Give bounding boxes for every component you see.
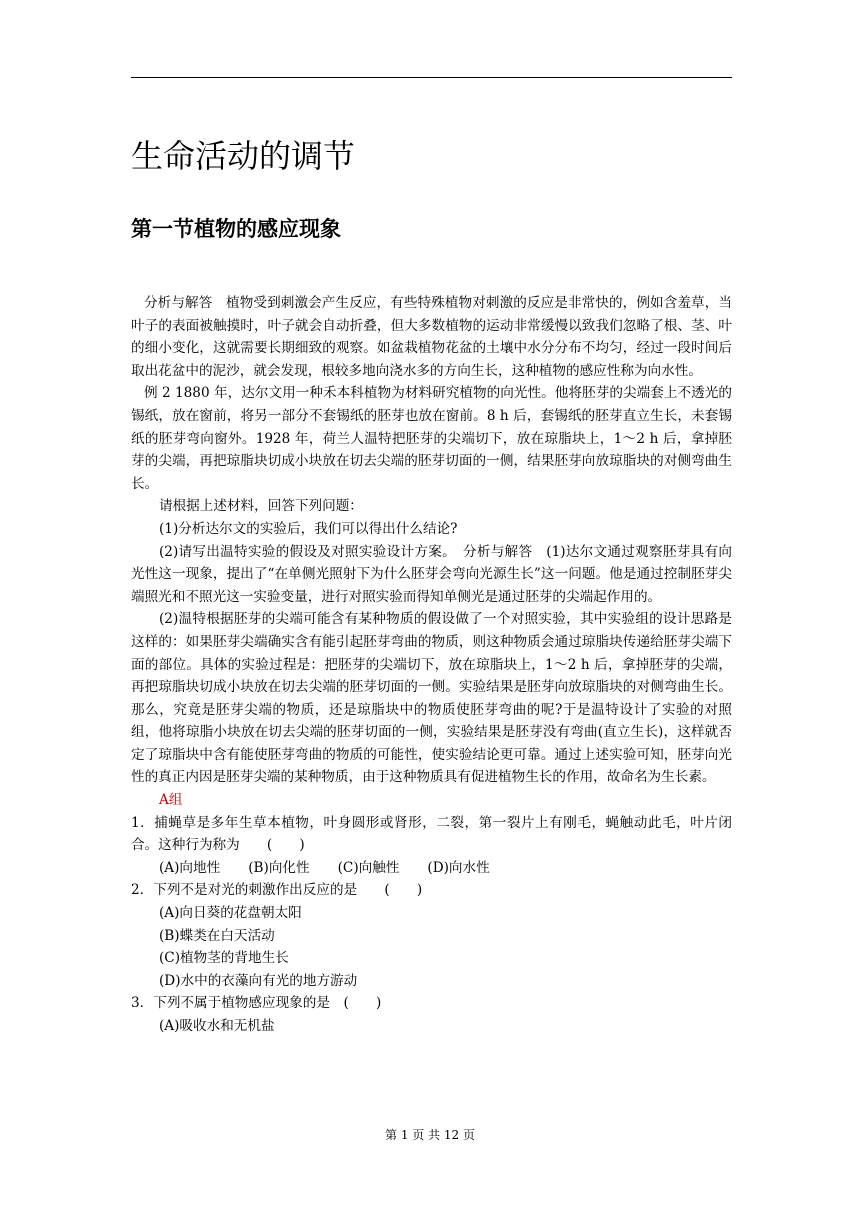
option: (D)向水性 [427,859,490,876]
question-stem: 3．下列不属于植物感应现象的是 ( ) [131,995,382,1012]
question-stem: 1．捕蝇草是多年生草本植物，叶身圆形或肾形，二裂，第一裂片上有刚毛，蝇触动此毛，叶片闭合。这种行为称为 ( ) [131,814,732,854]
question-options [131,857,732,880]
option: (A)向日葵的花盘朝太阳 [159,905,302,922]
option: (B)向化性 [248,859,310,876]
page-footer: 第 1 页 共 12 页 [385,1128,475,1142]
option: (B)蝶类在白天活动 [159,927,275,944]
page-title: 生命活动的调节 [131,137,356,175]
paragraph: (1)分析达尔文的实验后，我们可以得出什么结论? [159,520,458,537]
option: (C)向触性 [337,859,400,876]
question-stem: 2．下列不是对光的刺激作出反应的是 ( ) [131,882,423,899]
document-body [131,292,732,1038]
option: (D)水中的衣藻向有光的地方游动 [159,972,358,989]
paragraph: (2)请写出温特实验的假设及对照实验设计方案。 分析与解答 (1)达尔文通过观察胚芽具有向光性这一现象，提出了“在单侧光照射下为什么胚芽会弯向光源生长”这一问题。他是通过控制胚芽尖端照光和不照光这一实验变量，进行对照实验而得知单侧光是通过胚芽的尖端起作用的。 [131,543,732,605]
option: (C)植物茎的背地生长 [159,950,289,967]
paragraph: 例 2 1880 年，达尔文用一种禾本科植物为材料研究植物的向光性。他将胚芽的尖端套上不透光的锡纸，放在窗前，将另一部分不套锡纸的胚芽也放在窗前。8 h 后，套锡纸的胚芽直立生长，未套锡纸的胚芽弯向窗外。1928 年，荷兰人温特把胚芽的尖端切下，放在琼脂块上，1～2 h 后，拿掉胚芽的尖端，再把琼脂块切成小块放在切去尖端的胚芽切面的一侧，结果胚芽向放琼脂块的对侧弯曲生长。 [131,385,732,492]
section-title: 第一节植物的感应现象 [131,217,341,241]
option: (A)吸收水和无机盐 [159,1018,275,1034]
paragraph: (2)温特根据胚芽的尖端可能含有某种物质的假设做了一个对照实验，其中实验组的设计思路是这样的：如果胚芽尖端确实含有能引起胚芽弯曲的物质，则这种物质会通过琼脂块传递给胚芽尖端下面的部位。具体的实验过程是：把胚芽的尖端切下，放在琼脂块上，1～2 h 后，拿掉胚芽的尖端，再把琼脂块切成小块放在切去尖端的胚芽切面的一侧。实验结果是胚芽向放琼脂块的对侧弯曲生长。那么，究竟是胚芽尖端的物质，还是琼脂块中的物质使胚芽弯曲的呢?于是温特设计了实验的对照组，他将琼脂小块放在切去尖端的胚芽切面的一侧，实验结果是胚芽没有弯曲(直立生长)，这样就否定了琼脂块中含有能使胚芽弯曲的物质的可能性，使实验结论更可靠。通过上述实验可知，胚芽向光性的真正内因是胚芽尖端的某种物质，由于这种物质具有促进植物生长的作用，故命名为生长素。 [131,611,732,786]
paragraph: 分析与解答 植物受到刺激会产生反应，有些特殊植物对刺激的反应是非常快的，例如含羞草，当叶子的表面被触摸时，叶子就会自动折叠，但大多数植物的运动非常缓慢以致我们忽略了根、茎、叶的细小变化，这就需要长期细致的观察。如盆栽植物花盆的土壤中水分分布不均匀，经过一段时间后取出花盆中的泥沙，就会发现，根较多地向浇水多的方向生长，这种植物的感应性称为向水性。 [131,295,732,379]
option: (A)向地性 [159,859,221,876]
group-label: A组 [159,792,183,809]
header-rule [131,77,732,78]
paragraph: 请根据上述材料，回答下列问题： [159,498,363,515]
